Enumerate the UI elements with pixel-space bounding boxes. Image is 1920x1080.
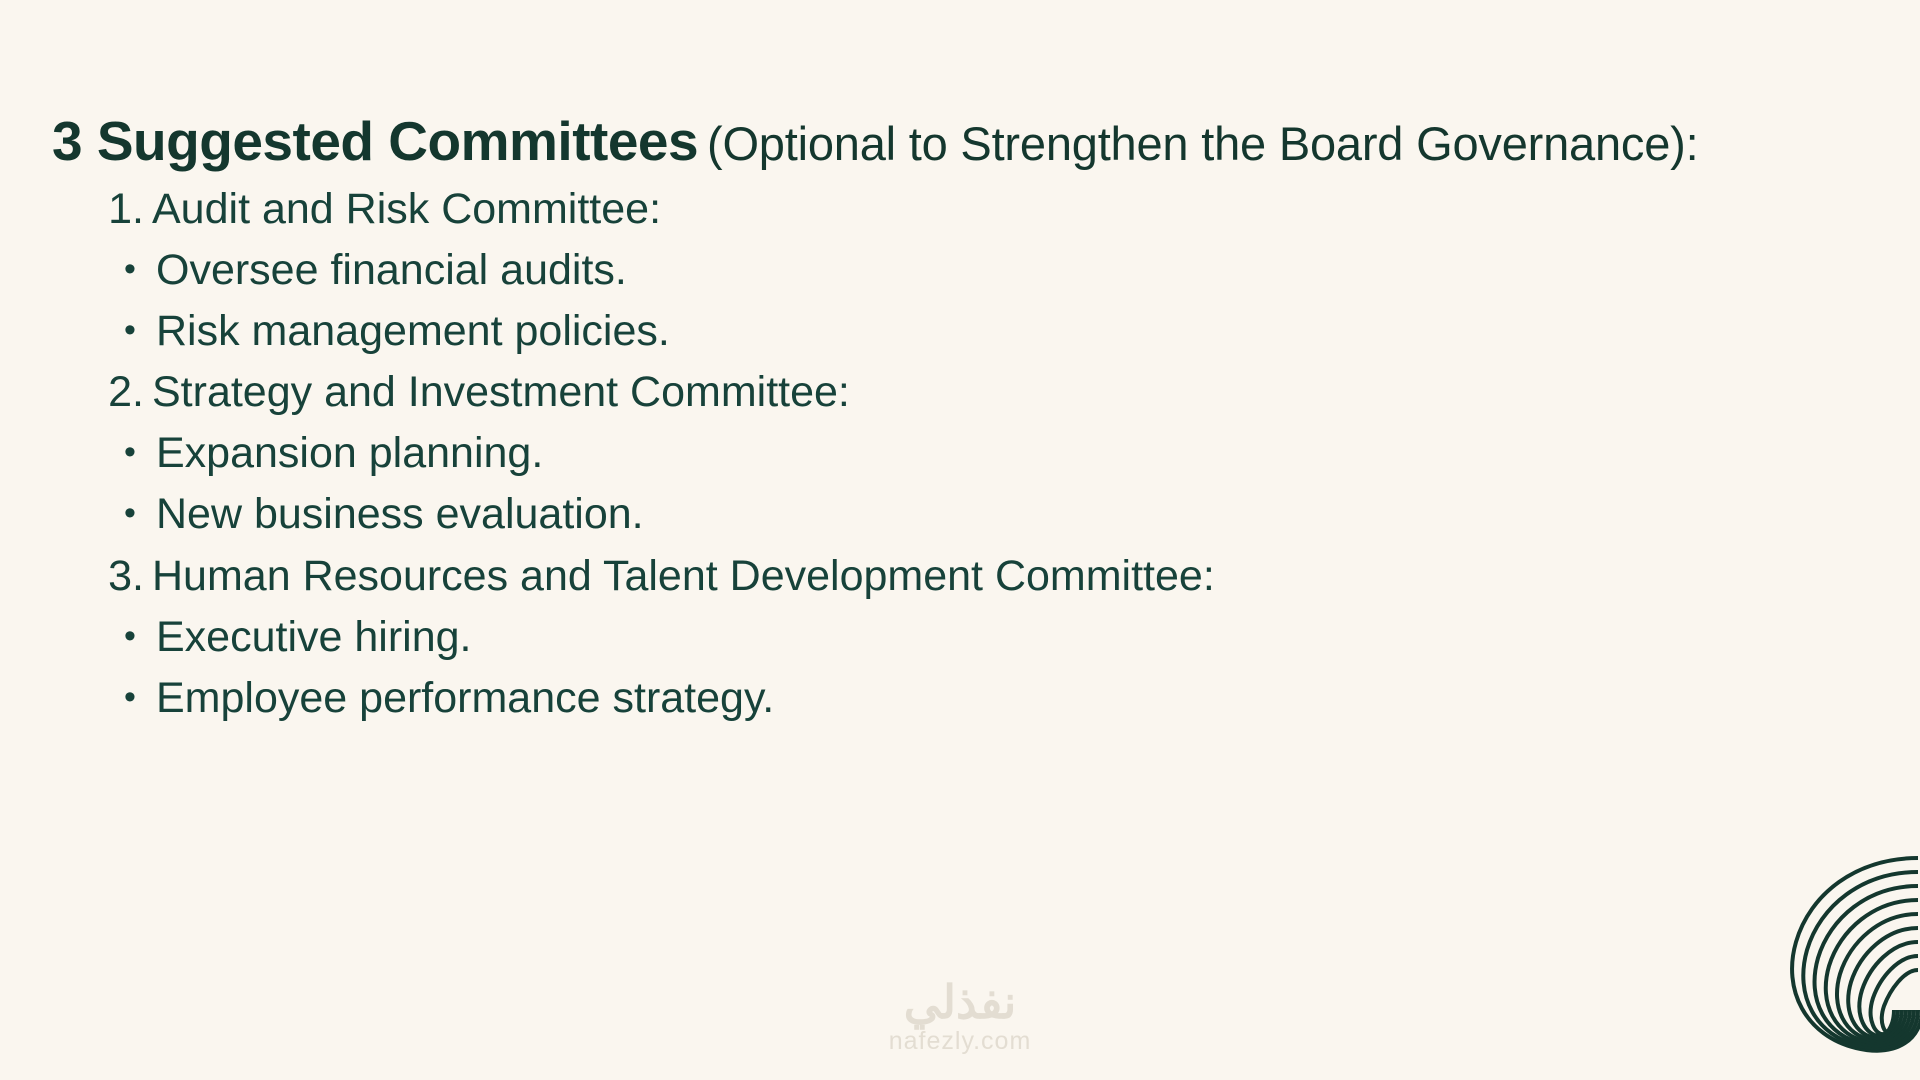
page-title-light: (Optional to Strengthen the Board Governance): [707, 117, 1699, 170]
list-bullet-marker: • [124, 433, 136, 472]
page-title-strong: 3 Suggested Committees [52, 110, 699, 172]
list-number-marker: 3. [108, 551, 144, 600]
list-item [52, 362, 1880, 423]
list-item [52, 546, 1880, 607]
watermark-arabic: نفذلي [903, 975, 1017, 1028]
list-bullet-marker: • [124, 677, 136, 716]
list-item [52, 423, 1880, 484]
list-item [52, 179, 1880, 240]
striped-ribbon-decoration [1660, 850, 1920, 1080]
page-title [52, 110, 1880, 173]
list-item-label: New business evaluation. [156, 490, 644, 539]
list-item [52, 240, 1880, 301]
list-bullet-marker: • [124, 616, 136, 655]
list-bullet-marker: • [124, 311, 136, 350]
list-item [52, 607, 1880, 668]
list-item-label: Risk management policies. [156, 307, 670, 356]
outline-list [52, 179, 1880, 728]
list-item-label: Strategy and Investment Committee: [152, 368, 850, 417]
list-item [52, 301, 1880, 362]
list-item-label: Expansion planning. [156, 429, 544, 478]
list-number-marker: 2. [108, 368, 144, 417]
watermark [0, 975, 1920, 1056]
list-item-label: Human Resources and Talent Development Committee: [152, 551, 1215, 600]
list-item [52, 484, 1880, 545]
list-number-marker: 1. [108, 185, 144, 234]
list-item-label: Audit and Risk Committee: [152, 185, 662, 234]
list-item [52, 668, 1880, 729]
watermark-latin: nafezly.com [888, 1027, 1032, 1055]
list-bullet-marker: • [124, 494, 136, 533]
list-bullet-marker: • [124, 250, 136, 289]
list-item-label: Oversee financial audits. [156, 246, 627, 295]
list-item-label: Employee performance strategy. [156, 673, 775, 722]
list-item-label: Executive hiring. [156, 612, 472, 661]
